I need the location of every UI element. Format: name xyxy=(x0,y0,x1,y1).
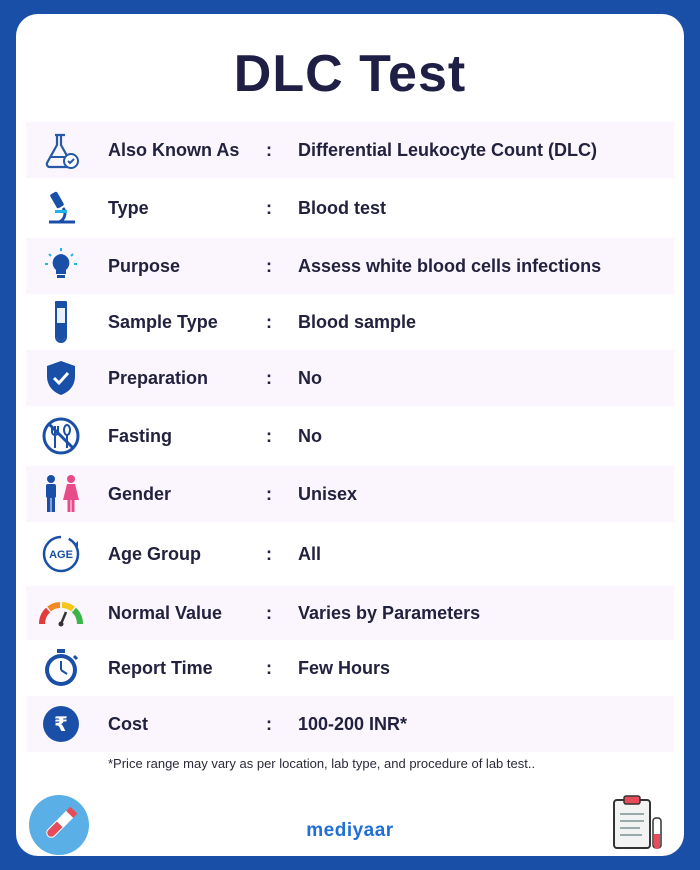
row-label: Also Known As xyxy=(108,139,240,160)
row-purpose xyxy=(26,238,674,294)
row-separator: : xyxy=(266,255,272,276)
shield-check-icon xyxy=(26,358,96,398)
no-food-icon xyxy=(26,416,96,456)
row-gender xyxy=(26,466,674,522)
row-label: Purpose xyxy=(108,255,181,276)
stopwatch-icon xyxy=(26,648,96,688)
row-value: 100-200 INR* xyxy=(298,713,408,734)
row-label: Cost xyxy=(108,713,148,734)
male-female-icon xyxy=(26,474,96,514)
page-title: DLC Test xyxy=(233,45,467,103)
row-separator: : xyxy=(266,425,272,446)
rupee-icon xyxy=(26,704,96,744)
row-separator: : xyxy=(266,483,272,504)
row-label: Normal Value xyxy=(108,602,223,623)
row-separator: : xyxy=(266,367,272,388)
svg-text:AGE: AGE xyxy=(49,549,73,561)
row-value: Assess white blood cells infections xyxy=(298,255,602,276)
row-label: Report Time xyxy=(108,657,213,678)
row-label: Sample Type xyxy=(108,311,218,332)
row-separator: : xyxy=(266,311,272,332)
microscope-icon xyxy=(26,188,96,228)
row-value: No xyxy=(298,367,322,388)
row-label: Fasting xyxy=(108,425,173,446)
row-separator: : xyxy=(266,713,272,734)
price-footnote: *Price range may vary as per location, lab type, and procedure of lab test.. xyxy=(108,756,536,771)
row-sample-type xyxy=(26,296,674,348)
row-fasting xyxy=(26,408,674,464)
row-also-known-as xyxy=(26,122,674,178)
row-normal-value xyxy=(26,586,674,640)
row-age-group xyxy=(26,524,674,584)
row-report-time xyxy=(26,642,674,694)
row-label: Type xyxy=(108,197,149,218)
info-table xyxy=(26,122,674,754)
age-icon xyxy=(26,534,96,574)
test-tube-icon xyxy=(26,299,96,345)
row-value: Blood test xyxy=(298,197,386,218)
row-value: Varies by Parameters xyxy=(298,602,481,623)
row-type xyxy=(26,180,674,236)
row-value: All xyxy=(298,543,322,564)
svg-text:₹: ₹ xyxy=(54,712,68,736)
row-value: Unisex xyxy=(298,483,358,504)
clipboard-report-icon xyxy=(610,794,666,856)
lightbulb-icon xyxy=(26,246,96,286)
row-preparation xyxy=(26,350,674,406)
flask-check-icon xyxy=(26,130,96,170)
row-label: Preparation xyxy=(108,367,209,388)
row-separator: : xyxy=(266,139,272,160)
row-value: Few Hours xyxy=(298,657,391,678)
row-label: Gender xyxy=(108,483,172,504)
row-label: Age Group xyxy=(108,543,201,564)
row-separator: : xyxy=(266,657,272,678)
row-value: No xyxy=(298,425,322,446)
row-value: Blood sample xyxy=(298,311,417,332)
info-card xyxy=(16,14,684,856)
row-separator: : xyxy=(266,197,272,218)
row-cost xyxy=(26,696,674,752)
row-separator: : xyxy=(266,543,272,564)
row-value: Differential Leukocyte Count (DLC) xyxy=(298,139,598,160)
row-separator: : xyxy=(266,602,272,623)
brand-logo: mediyaar xyxy=(306,820,394,841)
gauge-icon xyxy=(26,598,96,628)
